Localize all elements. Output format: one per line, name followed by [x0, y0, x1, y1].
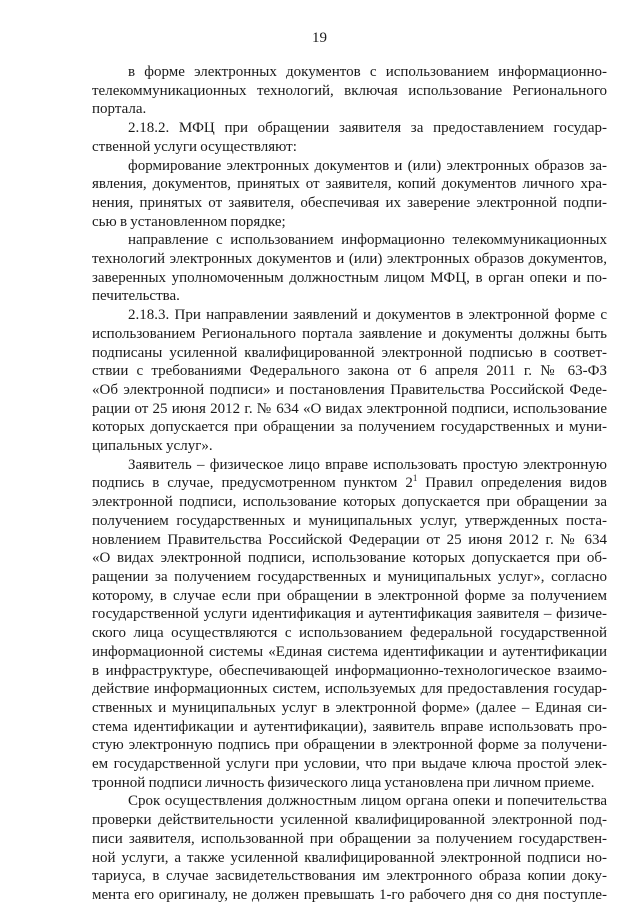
text-line: «Об электронной подписи» и постановления Правительства Российской Феде- [92, 381, 607, 398]
footnote-marker: 1 [412, 473, 418, 484]
text-line: в инфраструктуре, обеспечивающей информационно-технологическое взаимо- [92, 662, 607, 679]
text-line: государственной услуги идентификация и аутентификация заявителя – физиче- [92, 606, 607, 623]
text-line: ствии с требованиями Федерального закона от 6 апреля 2011 г. № 63-ФЗ [92, 363, 607, 380]
paragraph [92, 63, 607, 119]
text-line: ципальных услуг». [92, 438, 213, 455]
paragraph [92, 456, 607, 793]
text-line: заверенных уполномоченным должностным лицом МФЦ, в орган опеки и по- [92, 269, 607, 286]
text-line: получением государственных и муниципальных услуг, утвержденных поста- [92, 512, 607, 529]
text-line: формирование электронных документов и (или) электронных образов за- [128, 157, 607, 174]
text-line: 2.18.3. При направлении заявлений и документов в электронной форме с [128, 307, 607, 324]
paragraph [92, 231, 607, 306]
text-line: ственной услуги осуществляют: [92, 138, 297, 155]
text-line: портала. [92, 101, 147, 118]
text-line: тронной подписи личность физического лица установлена при личном приеме. [92, 774, 595, 791]
text-line: в форме электронных документов с использованием информационно- [128, 64, 607, 80]
text-line: ственных и муниципальных услуг в электронной форме» (далее – Единая си- [92, 699, 607, 716]
text-line: стема идентификации и аутентификации), заявитель вправе использовать про- [92, 718, 607, 735]
text-line: ем государственной услуги при условии, что при выдаче ключа простой элек- [92, 756, 607, 773]
text-line: ского лица осуществляются с использованием федеральной государственной [92, 625, 607, 642]
text-line: сью в установленном порядке; [92, 213, 286, 230]
text-line: печительства. [92, 288, 180, 305]
paragraph [92, 306, 607, 456]
text-line: подписаны усиленной квалифицированной электронной подписью в соответ- [92, 344, 607, 361]
text-line: явления, документов, принятых от заявителя, копий документов личного хра- [92, 176, 607, 193]
text-line: мента его оригиналу, не должен превышать 1-го рабочего дня со дня поступле- [92, 886, 607, 903]
text-fragment: Правил определения видов [417, 475, 607, 492]
text-line: «О видах электронной подписи, использование которых допускается при об- [92, 550, 607, 567]
text-line: Заявитель – физическое лицо вправе использовать простую электронную [128, 456, 607, 473]
text-line: тариуса, в случае засвидетельствования им электронного образа копии доку- [92, 868, 607, 885]
text-line: подпись в случае, предусмотренном пунктом $2^1$ Правил определения видов [92, 473, 607, 492]
document-body [92, 63, 607, 905]
paragraph [92, 157, 607, 232]
text-line: проверки действительности усиленной квалифицированной электронной под- [92, 812, 607, 829]
text-line: которых допускается при обращении за получением государственных и муни- [92, 419, 607, 436]
paragraph [92, 119, 607, 156]
text-line: действие информационных систем, используемых для предоставления государ- [92, 681, 607, 698]
text-line: ной услуги, а также усиленной квалифицированной электронной подписи но- [92, 849, 607, 866]
text-line: 2.18.2. МФЦ при обращении заявителя за предоставлением государ- [128, 120, 607, 137]
text-line: Срок осуществления должностным лицом органа опеки и попечительства [128, 793, 607, 810]
text-line: новлением Правительства Российской Федерации от 25 июня 2012 г. № 634 [92, 531, 607, 548]
text-line: стую электронную подпись при обращении в электронной форме за получени- [92, 737, 607, 754]
text-line: использованием Регионального портала заявление и документы должны быть [92, 325, 607, 342]
text-line: писи заявителя, использованной при обращении за получением государствен- [92, 830, 607, 847]
text-line: телекоммуникационных технологий, включая использование Регионального [92, 82, 607, 99]
paragraph [92, 792, 607, 904]
text-line: электронной подписи, использование которых допускается при обращении за [92, 494, 607, 511]
text-line: ращении за получением государственных и муниципальных услуг», согласно [92, 568, 607, 585]
page-number: 19 [312, 30, 327, 46]
text-line: нения, принятых от заявителя, обеспечивая их заверение электронной подпи- [92, 194, 607, 211]
text-line: рации от 25 июня 2012 г. № 634 «О видах электронной подписи, использование [92, 400, 607, 417]
text-line: которому, в случае если при обращении в электронной форме за получением [92, 587, 607, 604]
text-line: информационной системы «Единая система идентификации и аутентификации [92, 643, 607, 660]
text-line: технологий электронных документов и (или) электронных образов документов, [92, 251, 607, 268]
text-line: направление с использованием информационно телекоммуникационных [128, 232, 607, 249]
